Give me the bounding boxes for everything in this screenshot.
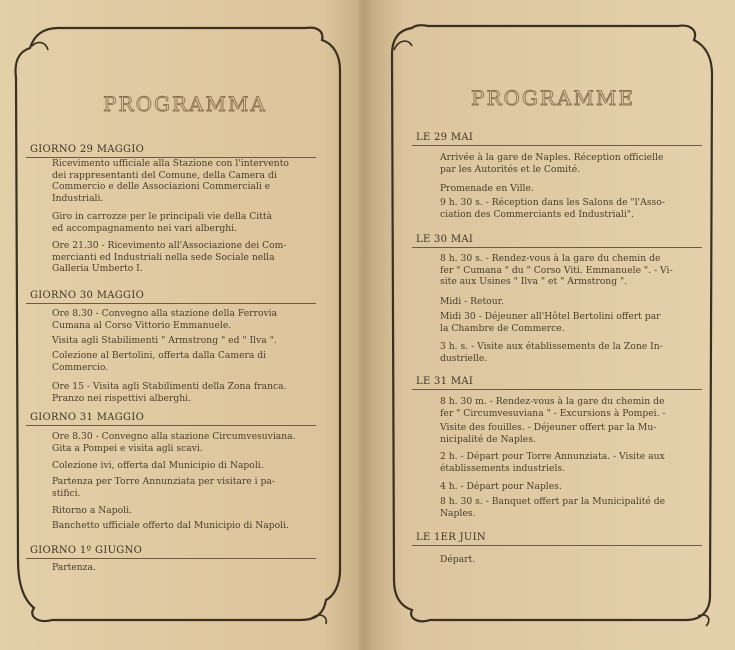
programme-entry <box>52 476 275 499</box>
entry-line: Naples. <box>440 507 476 519</box>
programme-entry <box>52 240 286 275</box>
programme-entry <box>440 152 663 175</box>
entry-line: 8 h. 30 m. - Rendez-vous à la gare du chemin de <box>440 396 665 407</box>
entry-line: Ore 15 - Visita agli Stabilimenti della Zona franca. <box>52 381 287 392</box>
entry-line: Colezione ivi, offerta dal Municipio di Napoli. <box>52 460 264 471</box>
entry-line: Colezione al Bertolini, offerta dalla Camera di <box>52 350 267 361</box>
entry-line: Visita agli Stabilimenti " Armstrong " ed " Ilva ". <box>52 335 277 346</box>
entry-line: 3 h. s. - Visite aux établissements de la Zone In- <box>440 341 663 352</box>
entry-line: site aux Usines " Ilva " et " Armstrong ". <box>440 276 628 287</box>
entry-line: Industriali. <box>52 192 104 204</box>
entry-line: 2 h. - Départ pour Torre Annunziata. - Visite aux <box>440 451 665 462</box>
programme-entry <box>440 481 562 493</box>
programme-entry <box>440 183 534 195</box>
divider <box>26 558 316 559</box>
entry-line: Gita a Pompei e visita agli scavi. <box>52 442 203 454</box>
entry-line: stifici. <box>52 487 81 499</box>
programme-entry <box>440 296 504 308</box>
programme-entry <box>440 422 656 445</box>
left-page-italian <box>0 0 365 650</box>
programme-entry <box>440 496 665 519</box>
entry-line: Ore 8.30 - Convegno alla stazione della Ferrovia <box>52 308 278 319</box>
page-title: PROGRAMME <box>471 86 635 110</box>
entry-line: nicipalité de Naples. <box>440 433 536 445</box>
entry-line: Ore 8.30 - Convegno alla stazione Circumvesuviana. <box>52 431 296 442</box>
programme-entry <box>440 451 665 474</box>
programme-entry <box>52 381 287 404</box>
entry-line: fer " Circumvesuviana " - Excursions à Pompei. - <box>440 407 666 419</box>
right-page-french <box>368 0 735 650</box>
entry-line: Ricevimento ufficiale alla Stazione con l'intervento <box>52 158 289 169</box>
entry-line: Pranzo nei rispettivi alberghi. <box>52 392 191 404</box>
programme-entry <box>52 211 272 234</box>
entry-line: 4 h. - Départ pour Naples. <box>440 481 562 492</box>
day-heading: LE 31 MAI <box>416 376 474 387</box>
entry-line: Départ. <box>440 554 476 565</box>
programme-entry <box>52 158 289 204</box>
entry-line: Cumana al Corso Vittorio Emmanuele. <box>52 319 232 331</box>
divider <box>26 303 316 304</box>
day-heading: LE 1ER JUIN <box>416 532 486 543</box>
entry-line: ciation des Commerciants ed Industriali". <box>440 208 634 220</box>
programme-entry <box>52 562 96 574</box>
programme-entry <box>440 311 661 334</box>
day-heading: GIORNO 30 MAGGIO <box>30 290 145 301</box>
programme-entry <box>440 396 666 419</box>
entry-line: par les Autorités et le Comité. <box>440 163 581 175</box>
day-heading: LE 30 MAI <box>416 234 474 245</box>
programme-entry <box>52 460 264 472</box>
entry-line: Arrivée à la gare de Naples. Réception officielle <box>440 152 664 163</box>
divider <box>412 545 702 546</box>
entry-line: ed accompagnamento nei vari alberghi. <box>52 222 238 234</box>
entry-line: établissements industriels. <box>440 462 566 474</box>
entry-line: mercianti ed Industriali nella sede Sociale nella <box>52 251 275 263</box>
entry-line: fer " Cumana " du " Corso Viti. Emmanuele ". - Vi- <box>440 264 673 276</box>
programme-entry <box>52 520 289 532</box>
day-heading: GIORNO 31 MAGGIO <box>30 412 145 423</box>
divider <box>26 425 316 426</box>
divider <box>412 389 702 390</box>
day-heading: GIORNO 1º GIUGNO <box>30 545 143 556</box>
day-heading: LE 29 MAI <box>416 132 474 143</box>
entry-line: Midi - Retour. <box>440 296 504 307</box>
entry-line: la Chambre de Commerce. <box>440 322 565 334</box>
entry-line: Partenza per Torre Annunziata per visitare i pa- <box>52 476 275 487</box>
entry-line: Giro in carrozze per le principali vie della Città <box>52 211 273 222</box>
entry-line: Commercio e delle Associazioni Commerciali e <box>52 181 271 192</box>
entry-line: Promenade en Ville. <box>440 183 534 194</box>
entry-line: 8 h. 30 s. - Rendez-vous à la gare du chemin de <box>440 253 661 264</box>
programme-entry <box>440 197 665 220</box>
entry-line: 9 h. 30 s. - Réception dans les Salons de "l'Asso- <box>440 197 665 208</box>
programme-entry <box>52 335 277 347</box>
programme-entry <box>52 431 296 454</box>
entry-line: Banchetto ufficiale offerto dal Municipio di Napoli. <box>52 520 289 531</box>
entry-line: Ore 21.30 - Ricevimento all'Associazione dei Com- <box>52 240 287 251</box>
entry-line: dustrielle. <box>440 352 488 364</box>
entry-line: Partenza. <box>52 562 96 573</box>
programme-entry <box>52 308 277 331</box>
programme-entry <box>52 505 132 517</box>
entry-line: Galleria Umberto I. <box>52 263 143 274</box>
page-title: PROGRAMMA <box>103 92 267 116</box>
divider <box>412 145 702 146</box>
entry-line: Visite des fouilles. - Déjeuner offert par la Mu- <box>440 422 657 433</box>
day-heading: GIORNO 29 MAGGIO <box>30 144 145 155</box>
entry-line: Ritorno a Napoli. <box>52 505 132 516</box>
entry-line: 8 h. 30 s. - Banquet offert par la Municipalité de <box>440 496 666 507</box>
divider <box>412 247 702 248</box>
programme-entry <box>440 341 663 364</box>
entry-line: Midi 30 - Déjeuner all'Hôtel Bertolini offert par <box>440 311 661 322</box>
entry-line: dei rappresentanti del Comune, della Camera di <box>52 169 277 181</box>
programme-entry <box>440 554 475 566</box>
entry-line: Commercio. <box>52 361 109 373</box>
programme-entry <box>52 350 266 373</box>
programme-entry <box>440 253 673 288</box>
